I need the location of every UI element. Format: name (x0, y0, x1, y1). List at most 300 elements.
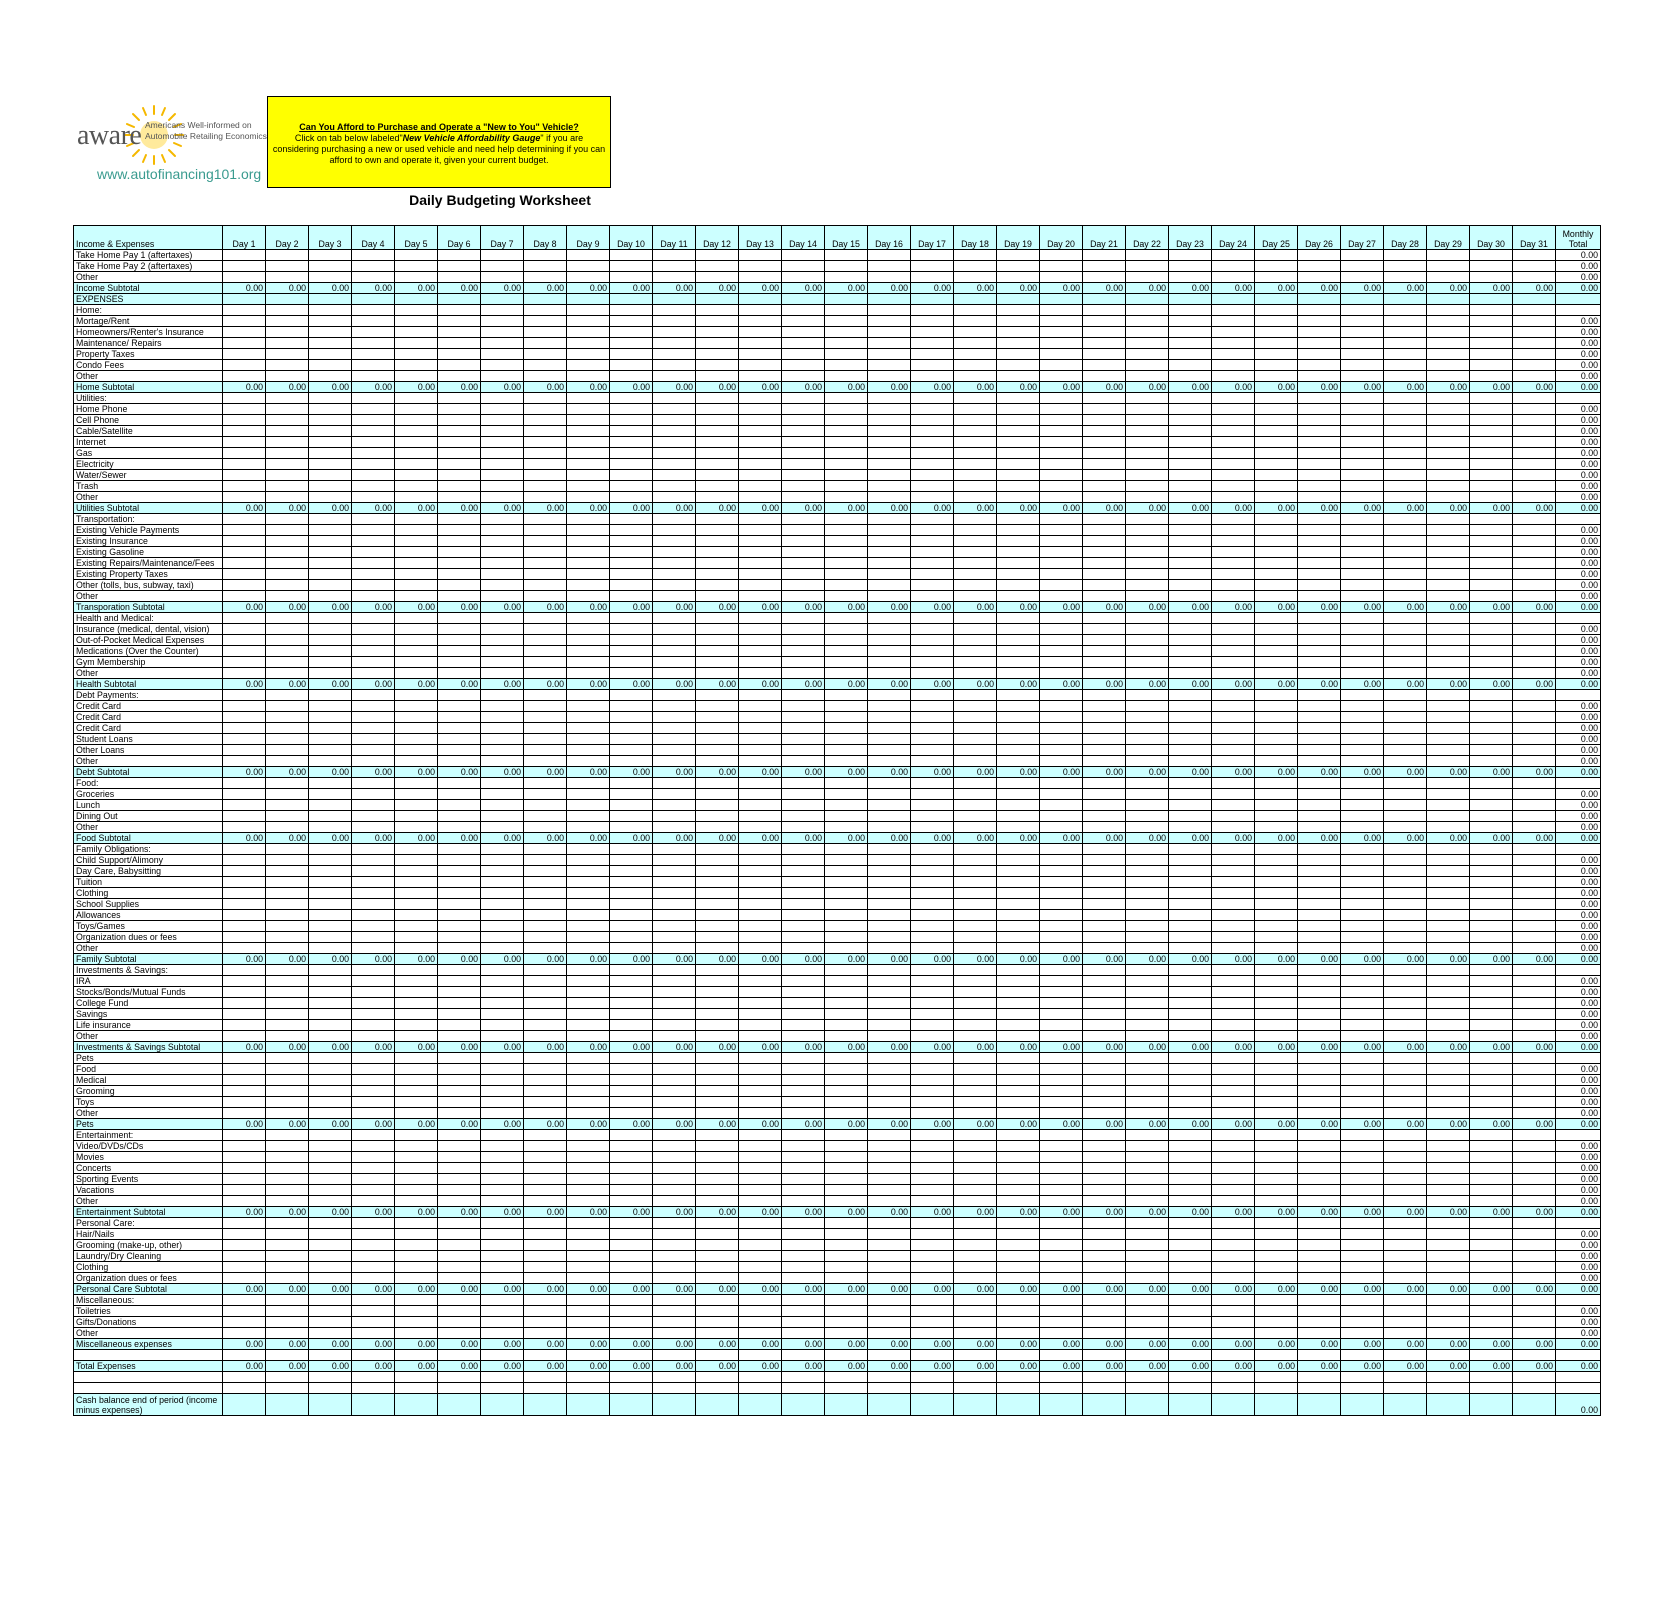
day-input-cell[interactable] (395, 1185, 438, 1196)
day-input-cell[interactable] (954, 272, 997, 283)
day-input-cell[interactable] (1341, 1273, 1384, 1284)
day-input-cell[interactable] (567, 976, 610, 987)
day-input-cell[interactable] (739, 712, 782, 723)
day-input-cell[interactable] (1470, 426, 1513, 437)
day-input-cell[interactable] (997, 437, 1040, 448)
day-input-cell[interactable] (1298, 1086, 1341, 1097)
day-input-cell[interactable] (997, 580, 1040, 591)
day-input-cell[interactable] (524, 547, 567, 558)
day-input-cell[interactable] (1169, 756, 1212, 767)
day-input-cell[interactable] (1298, 492, 1341, 503)
day-input-cell[interactable] (825, 1229, 868, 1240)
day-input-cell[interactable] (1384, 470, 1427, 481)
day-input-cell[interactable] (1384, 1141, 1427, 1152)
day-input-cell[interactable] (868, 701, 911, 712)
day-input-cell[interactable] (395, 558, 438, 569)
day-input-cell[interactable] (825, 1009, 868, 1020)
day-input-cell[interactable] (696, 1251, 739, 1262)
day-input-cell[interactable] (911, 701, 954, 712)
day-input-cell[interactable] (1470, 492, 1513, 503)
day-input-cell[interactable] (696, 426, 739, 437)
day-input-cell[interactable] (352, 1273, 395, 1284)
day-input-cell[interactable] (696, 712, 739, 723)
day-input-cell[interactable] (653, 877, 696, 888)
day-input-cell[interactable] (438, 1097, 481, 1108)
day-input-cell[interactable] (997, 624, 1040, 635)
day-input-cell[interactable] (524, 712, 567, 723)
day-input-cell[interactable] (782, 1328, 825, 1339)
day-input-cell[interactable] (1298, 1020, 1341, 1031)
day-input-cell[interactable] (1126, 756, 1169, 767)
day-input-cell[interactable] (395, 910, 438, 921)
day-input-cell[interactable] (782, 756, 825, 767)
day-input-cell[interactable] (1470, 811, 1513, 822)
day-input-cell[interactable] (352, 789, 395, 800)
day-input-cell[interactable] (352, 943, 395, 954)
day-input-cell[interactable] (1341, 1075, 1384, 1086)
day-input-cell[interactable] (266, 646, 309, 657)
day-input-cell[interactable] (825, 888, 868, 899)
day-input-cell[interactable] (524, 327, 567, 338)
day-input-cell[interactable] (653, 536, 696, 547)
day-input-cell[interactable] (739, 558, 782, 569)
day-input-cell[interactable] (868, 1196, 911, 1207)
day-input-cell[interactable] (1470, 1152, 1513, 1163)
day-input-cell[interactable] (868, 1273, 911, 1284)
day-input-cell[interactable] (997, 1262, 1040, 1273)
day-input-cell[interactable] (481, 701, 524, 712)
day-input-cell[interactable] (782, 261, 825, 272)
day-input-cell[interactable] (1212, 976, 1255, 987)
day-input-cell[interactable] (1513, 1328, 1556, 1339)
day-input-cell[interactable] (825, 1152, 868, 1163)
day-input-cell[interactable] (911, 734, 954, 745)
day-input-cell[interactable] (1212, 998, 1255, 1009)
day-input-cell[interactable] (1513, 1086, 1556, 1097)
day-input-cell[interactable] (1298, 822, 1341, 833)
day-input-cell[interactable] (954, 338, 997, 349)
day-input-cell[interactable] (997, 404, 1040, 415)
day-input-cell[interactable] (1384, 448, 1427, 459)
day-input-cell[interactable] (309, 1262, 352, 1273)
day-input-cell[interactable] (1341, 415, 1384, 426)
day-input-cell[interactable] (1470, 1075, 1513, 1086)
day-input-cell[interactable] (1212, 910, 1255, 921)
day-input-cell[interactable] (782, 371, 825, 382)
day-input-cell[interactable] (481, 448, 524, 459)
day-input-cell[interactable] (1255, 1031, 1298, 1042)
day-input-cell[interactable] (997, 635, 1040, 646)
day-input-cell[interactable] (1169, 415, 1212, 426)
day-input-cell[interactable] (696, 536, 739, 547)
day-input-cell[interactable] (1169, 1273, 1212, 1284)
day-input-cell[interactable] (1470, 1240, 1513, 1251)
day-input-cell[interactable] (1384, 811, 1427, 822)
day-input-cell[interactable] (825, 877, 868, 888)
day-input-cell[interactable] (266, 349, 309, 360)
day-input-cell[interactable] (266, 1108, 309, 1119)
day-input-cell[interactable] (1083, 1141, 1126, 1152)
day-input-cell[interactable] (352, 1020, 395, 1031)
day-input-cell[interactable] (739, 1317, 782, 1328)
day-input-cell[interactable] (610, 1306, 653, 1317)
day-input-cell[interactable] (782, 591, 825, 602)
day-input-cell[interactable] (309, 723, 352, 734)
day-input-cell[interactable] (567, 1174, 610, 1185)
day-input-cell[interactable] (997, 1229, 1040, 1240)
day-input-cell[interactable] (1169, 1075, 1212, 1086)
day-input-cell[interactable] (1255, 250, 1298, 261)
day-input-cell[interactable] (223, 822, 266, 833)
day-input-cell[interactable] (782, 888, 825, 899)
day-input-cell[interactable] (868, 569, 911, 580)
day-input-cell[interactable] (524, 404, 567, 415)
day-input-cell[interactable] (825, 1163, 868, 1174)
day-input-cell[interactable] (610, 415, 653, 426)
day-input-cell[interactable] (438, 591, 481, 602)
day-input-cell[interactable] (911, 822, 954, 833)
day-input-cell[interactable] (911, 437, 954, 448)
day-input-cell[interactable] (223, 448, 266, 459)
day-input-cell[interactable] (653, 888, 696, 899)
day-input-cell[interactable] (1298, 723, 1341, 734)
day-input-cell[interactable] (438, 415, 481, 426)
day-input-cell[interactable] (825, 1328, 868, 1339)
day-input-cell[interactable] (1298, 272, 1341, 283)
day-input-cell[interactable] (954, 1163, 997, 1174)
day-input-cell[interactable] (1126, 701, 1169, 712)
day-input-cell[interactable] (825, 569, 868, 580)
day-input-cell[interactable] (1083, 822, 1126, 833)
day-input-cell[interactable] (352, 668, 395, 679)
day-input-cell[interactable] (739, 404, 782, 415)
day-input-cell[interactable] (438, 492, 481, 503)
day-input-cell[interactable] (266, 855, 309, 866)
day-input-cell[interactable] (438, 745, 481, 756)
day-input-cell[interactable] (309, 811, 352, 822)
day-input-cell[interactable] (352, 492, 395, 503)
day-input-cell[interactable] (223, 1009, 266, 1020)
day-input-cell[interactable] (395, 591, 438, 602)
day-input-cell[interactable] (1040, 1108, 1083, 1119)
day-input-cell[interactable] (1040, 1306, 1083, 1317)
day-input-cell[interactable] (739, 734, 782, 745)
day-input-cell[interactable] (1298, 734, 1341, 745)
day-input-cell[interactable] (997, 1020, 1040, 1031)
day-input-cell[interactable] (653, 1075, 696, 1086)
day-input-cell[interactable] (868, 1317, 911, 1328)
day-input-cell[interactable] (825, 470, 868, 481)
day-input-cell[interactable] (309, 932, 352, 943)
day-input-cell[interactable] (782, 822, 825, 833)
day-input-cell[interactable] (1255, 470, 1298, 481)
day-input-cell[interactable] (1427, 1229, 1470, 1240)
day-input-cell[interactable] (1169, 492, 1212, 503)
day-input-cell[interactable] (1169, 338, 1212, 349)
day-input-cell[interactable] (309, 261, 352, 272)
day-input-cell[interactable] (1083, 261, 1126, 272)
day-input-cell[interactable] (567, 250, 610, 261)
day-input-cell[interactable] (1298, 976, 1341, 987)
day-input-cell[interactable] (567, 470, 610, 481)
day-input-cell[interactable] (1126, 899, 1169, 910)
day-input-cell[interactable] (782, 1317, 825, 1328)
day-input-cell[interactable] (1341, 1108, 1384, 1119)
day-input-cell[interactable] (1298, 525, 1341, 536)
day-input-cell[interactable] (567, 1097, 610, 1108)
day-input-cell[interactable] (1384, 921, 1427, 932)
day-input-cell[interactable] (395, 1020, 438, 1031)
day-input-cell[interactable] (266, 723, 309, 734)
day-input-cell[interactable] (696, 745, 739, 756)
day-input-cell[interactable] (1040, 811, 1083, 822)
day-input-cell[interactable] (1040, 712, 1083, 723)
day-input-cell[interactable] (1427, 723, 1470, 734)
day-input-cell[interactable] (524, 1141, 567, 1152)
day-input-cell[interactable] (1427, 261, 1470, 272)
day-input-cell[interactable] (954, 569, 997, 580)
day-input-cell[interactable] (1040, 822, 1083, 833)
day-input-cell[interactable] (825, 943, 868, 954)
day-input-cell[interactable] (868, 448, 911, 459)
day-input-cell[interactable] (1427, 1251, 1470, 1262)
day-input-cell[interactable] (1255, 338, 1298, 349)
day-input-cell[interactable] (1083, 712, 1126, 723)
day-input-cell[interactable] (266, 899, 309, 910)
day-input-cell[interactable] (1298, 558, 1341, 569)
day-input-cell[interactable] (1427, 481, 1470, 492)
day-input-cell[interactable] (352, 734, 395, 745)
day-input-cell[interactable] (567, 1020, 610, 1031)
day-input-cell[interactable] (1255, 1273, 1298, 1284)
day-input-cell[interactable] (696, 943, 739, 954)
day-input-cell[interactable] (1040, 866, 1083, 877)
day-input-cell[interactable] (1255, 822, 1298, 833)
day-input-cell[interactable] (1427, 1185, 1470, 1196)
day-input-cell[interactable] (1126, 1020, 1169, 1031)
day-input-cell[interactable] (782, 899, 825, 910)
day-input-cell[interactable] (1212, 580, 1255, 591)
day-input-cell[interactable] (868, 426, 911, 437)
day-input-cell[interactable] (481, 371, 524, 382)
day-input-cell[interactable] (266, 1196, 309, 1207)
day-input-cell[interactable] (911, 261, 954, 272)
day-input-cell[interactable] (1169, 635, 1212, 646)
day-input-cell[interactable] (1384, 360, 1427, 371)
day-input-cell[interactable] (1212, 668, 1255, 679)
day-input-cell[interactable] (1126, 360, 1169, 371)
day-input-cell[interactable] (1255, 360, 1298, 371)
day-input-cell[interactable] (739, 580, 782, 591)
day-input-cell[interactable] (954, 866, 997, 877)
day-input-cell[interactable] (567, 624, 610, 635)
day-input-cell[interactable] (1427, 712, 1470, 723)
day-input-cell[interactable] (1169, 1031, 1212, 1042)
day-input-cell[interactable] (1341, 1229, 1384, 1240)
day-input-cell[interactable] (567, 943, 610, 954)
day-input-cell[interactable] (782, 877, 825, 888)
day-input-cell[interactable] (1169, 481, 1212, 492)
day-input-cell[interactable] (1384, 1240, 1427, 1251)
day-input-cell[interactable] (610, 1174, 653, 1185)
day-input-cell[interactable] (1083, 1020, 1126, 1031)
day-input-cell[interactable] (1212, 987, 1255, 998)
day-input-cell[interactable] (438, 1064, 481, 1075)
day-input-cell[interactable] (696, 888, 739, 899)
day-input-cell[interactable] (1083, 1273, 1126, 1284)
day-input-cell[interactable] (438, 789, 481, 800)
day-input-cell[interactable] (1083, 338, 1126, 349)
day-input-cell[interactable] (997, 877, 1040, 888)
day-input-cell[interactable] (1169, 921, 1212, 932)
day-input-cell[interactable] (1513, 1108, 1556, 1119)
day-input-cell[interactable] (868, 547, 911, 558)
day-input-cell[interactable] (1083, 987, 1126, 998)
day-input-cell[interactable] (696, 580, 739, 591)
day-input-cell[interactable] (309, 943, 352, 954)
day-input-cell[interactable] (567, 1075, 610, 1086)
day-input-cell[interactable] (1169, 899, 1212, 910)
day-input-cell[interactable] (309, 1328, 352, 1339)
day-input-cell[interactable] (997, 338, 1040, 349)
day-input-cell[interactable] (481, 272, 524, 283)
day-input-cell[interactable] (1298, 855, 1341, 866)
day-input-cell[interactable] (266, 404, 309, 415)
day-input-cell[interactable] (1384, 987, 1427, 998)
day-input-cell[interactable] (1384, 943, 1427, 954)
day-input-cell[interactable] (653, 921, 696, 932)
day-input-cell[interactable] (911, 1262, 954, 1273)
day-input-cell[interactable] (610, 349, 653, 360)
day-input-cell[interactable] (352, 360, 395, 371)
day-input-cell[interactable] (997, 591, 1040, 602)
day-input-cell[interactable] (1384, 1328, 1427, 1339)
day-input-cell[interactable] (696, 1185, 739, 1196)
day-input-cell[interactable] (954, 998, 997, 1009)
day-input-cell[interactable] (1384, 1152, 1427, 1163)
day-input-cell[interactable] (1341, 316, 1384, 327)
day-input-cell[interactable] (911, 657, 954, 668)
day-input-cell[interactable] (1083, 327, 1126, 338)
day-input-cell[interactable] (1470, 800, 1513, 811)
day-input-cell[interactable] (395, 1086, 438, 1097)
day-input-cell[interactable] (1040, 789, 1083, 800)
day-input-cell[interactable] (610, 261, 653, 272)
day-input-cell[interactable] (1427, 437, 1470, 448)
day-input-cell[interactable] (825, 1108, 868, 1119)
day-input-cell[interactable] (954, 492, 997, 503)
day-input-cell[interactable] (1255, 899, 1298, 910)
day-input-cell[interactable] (1040, 1229, 1083, 1240)
day-input-cell[interactable] (1513, 1273, 1556, 1284)
day-input-cell[interactable] (266, 1306, 309, 1317)
day-input-cell[interactable] (1169, 525, 1212, 536)
day-input-cell[interactable] (954, 591, 997, 602)
day-input-cell[interactable] (1341, 338, 1384, 349)
day-input-cell[interactable] (524, 426, 567, 437)
day-input-cell[interactable] (1513, 1009, 1556, 1020)
day-input-cell[interactable] (438, 426, 481, 437)
day-input-cell[interactable] (223, 426, 266, 437)
day-input-cell[interactable] (1513, 624, 1556, 635)
day-input-cell[interactable] (223, 536, 266, 547)
day-input-cell[interactable] (1341, 668, 1384, 679)
day-input-cell[interactable] (309, 910, 352, 921)
day-input-cell[interactable] (1083, 1229, 1126, 1240)
day-input-cell[interactable] (1298, 580, 1341, 591)
day-input-cell[interactable] (567, 877, 610, 888)
day-input-cell[interactable] (1513, 723, 1556, 734)
day-input-cell[interactable] (1083, 272, 1126, 283)
day-input-cell[interactable] (481, 877, 524, 888)
day-input-cell[interactable] (1083, 426, 1126, 437)
day-input-cell[interactable] (352, 811, 395, 822)
day-input-cell[interactable] (438, 437, 481, 448)
day-input-cell[interactable] (911, 1185, 954, 1196)
day-input-cell[interactable] (696, 448, 739, 459)
day-input-cell[interactable] (567, 921, 610, 932)
day-input-cell[interactable] (266, 1163, 309, 1174)
day-input-cell[interactable] (1298, 261, 1341, 272)
day-input-cell[interactable] (1298, 624, 1341, 635)
day-input-cell[interactable] (739, 426, 782, 437)
day-input-cell[interactable] (782, 1064, 825, 1075)
day-input-cell[interactable] (481, 1240, 524, 1251)
day-input-cell[interactable] (610, 558, 653, 569)
day-input-cell[interactable] (696, 789, 739, 800)
day-input-cell[interactable] (1298, 1097, 1341, 1108)
day-input-cell[interactable] (825, 525, 868, 536)
day-input-cell[interactable] (997, 547, 1040, 558)
day-input-cell[interactable] (481, 756, 524, 767)
day-input-cell[interactable] (997, 646, 1040, 657)
day-input-cell[interactable] (1384, 1020, 1427, 1031)
day-input-cell[interactable] (739, 811, 782, 822)
day-input-cell[interactable] (1427, 547, 1470, 558)
day-input-cell[interactable] (1384, 481, 1427, 492)
day-input-cell[interactable] (696, 756, 739, 767)
day-input-cell[interactable] (1126, 1328, 1169, 1339)
day-input-cell[interactable] (1298, 1262, 1341, 1273)
day-input-cell[interactable] (696, 470, 739, 481)
day-input-cell[interactable] (782, 734, 825, 745)
day-input-cell[interactable] (395, 877, 438, 888)
day-input-cell[interactable] (1255, 635, 1298, 646)
day-input-cell[interactable] (739, 822, 782, 833)
day-input-cell[interactable] (309, 250, 352, 261)
day-input-cell[interactable] (395, 976, 438, 987)
day-input-cell[interactable] (1427, 734, 1470, 745)
day-input-cell[interactable] (309, 558, 352, 569)
day-input-cell[interactable] (481, 1196, 524, 1207)
day-input-cell[interactable] (352, 855, 395, 866)
day-input-cell[interactable] (610, 624, 653, 635)
day-input-cell[interactable] (696, 327, 739, 338)
day-input-cell[interactable] (266, 261, 309, 272)
day-input-cell[interactable] (266, 569, 309, 580)
day-input-cell[interactable] (352, 646, 395, 657)
day-input-cell[interactable] (309, 415, 352, 426)
day-input-cell[interactable] (352, 261, 395, 272)
day-input-cell[interactable] (1470, 712, 1513, 723)
day-input-cell[interactable] (524, 415, 567, 426)
day-input-cell[interactable] (653, 756, 696, 767)
day-input-cell[interactable] (395, 349, 438, 360)
day-input-cell[interactable] (653, 525, 696, 536)
day-input-cell[interactable] (352, 580, 395, 591)
day-input-cell[interactable] (524, 921, 567, 932)
day-input-cell[interactable] (524, 1229, 567, 1240)
